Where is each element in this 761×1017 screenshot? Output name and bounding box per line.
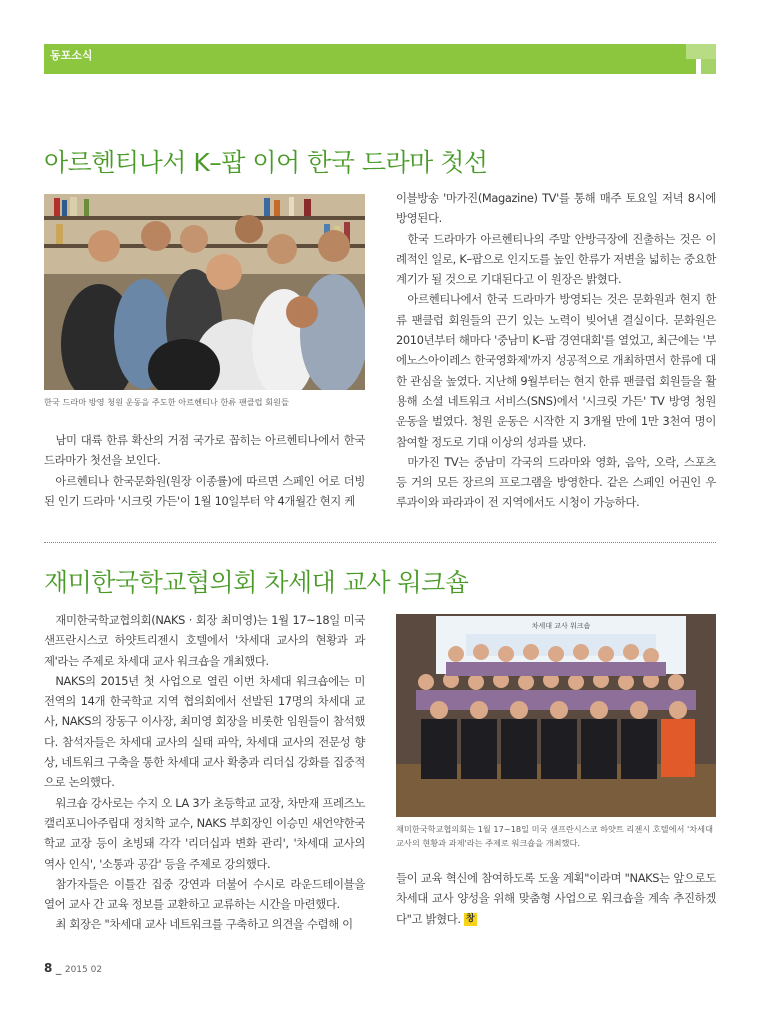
issue-date: 2015 02	[64, 965, 103, 975]
page-number: 8	[44, 961, 53, 975]
paragraph: 참가자들은 이틀간 집중 강연과 더불어 수시로 라운드테이블을 열어 교사 간 교육 정보를 교환하고 교류하는 시간을 마련했다.	[44, 876, 365, 912]
workshop-group-photo-illustration	[396, 614, 716, 817]
paragraph: 마가진 TV는 중남미 각국의 드라마와 영화, 음악, 오락, 스포츠 등 거의 모든 장르의 프로그램을 방영한다. 같은 스페인 어권인 우루과이와 파라과이 전 지역에서도 시청이 가능하다.	[396, 454, 716, 510]
paragraph: 한국 드라마가 아르헨티나의 주말 안방극장에 진출하는 것은 이례적인 일로, K–팝으로 인지도를 높인 한류가 저변을 넓히는 중요한 계기가 될 것으로 기대된다고 이 원장은 밝혔다.	[396, 231, 716, 287]
article1-photo	[44, 194, 365, 390]
paragraph	[396, 868, 716, 929]
section-label: 동포소식	[50, 49, 93, 62]
article2-photo	[396, 614, 716, 817]
paragraph: 워크숍 강사로는 수지 오 LA 3가 초등학교 교장, 차만재 프레즈노 캘리포니아주립대 정치학 교수, NAKS 부회장인 이승민 새언약한국학교 교장 등이 초빙돼 각각 '리더십과 변화 관리', '차세대 교사의 역사 인식', '소통과 공감' 등을 주제로 강의했다.	[44, 795, 365, 871]
section-header-bar	[44, 44, 696, 74]
article1-column2	[396, 188, 716, 513]
article2-column2	[396, 868, 716, 929]
article1-column1	[44, 430, 365, 511]
decor-square	[701, 59, 716, 74]
closing-text: 들이 교육 혁신에 참여하도록 도울 계획"이라며 "NAKS는 앞으로도 차세대 교사 양성을 위해 맞춤형 사업으로 워크숍을 계속 추진하겠다"고 밝혔다.	[396, 871, 716, 926]
article2-title: 재미한국학교협의회 차세대 교사 워크숍	[44, 568, 469, 597]
folio-separator: _	[55, 962, 62, 975]
article2-column1	[44, 610, 365, 935]
paragraph: 남미 대륙 한류 확산의 거점 국가로 꼽히는 아르헨티나에서 한국 드라마가 첫선을 보인다.	[44, 433, 365, 468]
paragraph: 최 회장은 "차세대 교사 네트워크를 구축하고 의견을 수렴해 이	[55, 917, 353, 932]
page-folio	[44, 961, 102, 975]
article-divider	[44, 542, 716, 543]
paragraph: 아르헨티나에서 한국 드라마가 방영되는 것은 문화원과 현지 한류 팬클럽 회원들의 끈기 있는 노력이 빚어낸 결실이다. 문화원은 2010년부터 해마다 '중남미 K–팝 경연대회'를 열었고, 최근에는 '부에노스아이레스 한국영화제'까지 성공적으로 개최하면서 한류에 대한 관심을 높였다. 지난해 9월부터는 현지 한류 팬클럽 회원들을 활용해 소셜 네트워크 서비스(SNS)에서 '시크릿 가든' TV 방영 청원 운동을 벌였다. 청원 운동은 시작한 지 3개월 만에 1만 3천여 명이 참여할 정도로 기대 이상의 성과를 냈다.	[396, 292, 716, 449]
paragraph: 이블방송 '마가진(Magazine) TV'를 통해 매주 토요일 저녁 8시에 방영된다.	[396, 191, 716, 226]
end-mark-icon: 창	[464, 913, 477, 926]
banner-text: 차세대 교사 워크숍	[531, 622, 591, 630]
article2-photo-caption: 재미한국학교협의회는 1월 17~18일 미국 샌프란시스코 하얏트 리젠시 호텔에서 '차세대 교사의 현황과 과제'라는 주제로 워크숍을 개최했다.	[396, 824, 713, 848]
decor-square	[686, 44, 716, 59]
article1-title: 아르헨티나서 K–팝 이어 한국 드라마 첫선	[44, 148, 488, 177]
paragraph: 재미한국학교협의회(NAKS · 회장 최미영)는 1월 17~18일 미국 샌프란시스코 하얏트리젠시 호텔에서 '차세대 교사의 현황과 과제'라는 주제로 차세대 교사 워크숍을 개최했다.	[44, 613, 365, 668]
article1-photo-caption: 한국 드라마 방영 청원 운동을 주도한 아르헨티나 한류 팬클럽 회원들	[44, 397, 289, 407]
paragraph: NAKS의 2015년 첫 사업으로 열린 이번 차세대 워크숍에는 미 전역의 14개 한국학교 지역 협의회에서 선발된 17명의 차세대 교사, NAKS의 장동구 이사장, 최미영 회장을 비롯한 임원들이 참석했다. 참석자들은 차세대 교사의 실태 파악, 차세대 교사의 전문성 향상, 네트워크 구축을 통한 차세대 교사 확충과 리더십 강화를 집중적으로 논의했다.	[44, 673, 365, 790]
fanclub-photo-illustration	[44, 194, 365, 390]
paragraph: 아르헨티나 한국문화원(원장 이종률)에 따르면 스페인 어로 더빙된 인기 드라마 '시크릿 가든'이 1월 10일부터 약 4개월간 현지 케	[44, 473, 365, 508]
